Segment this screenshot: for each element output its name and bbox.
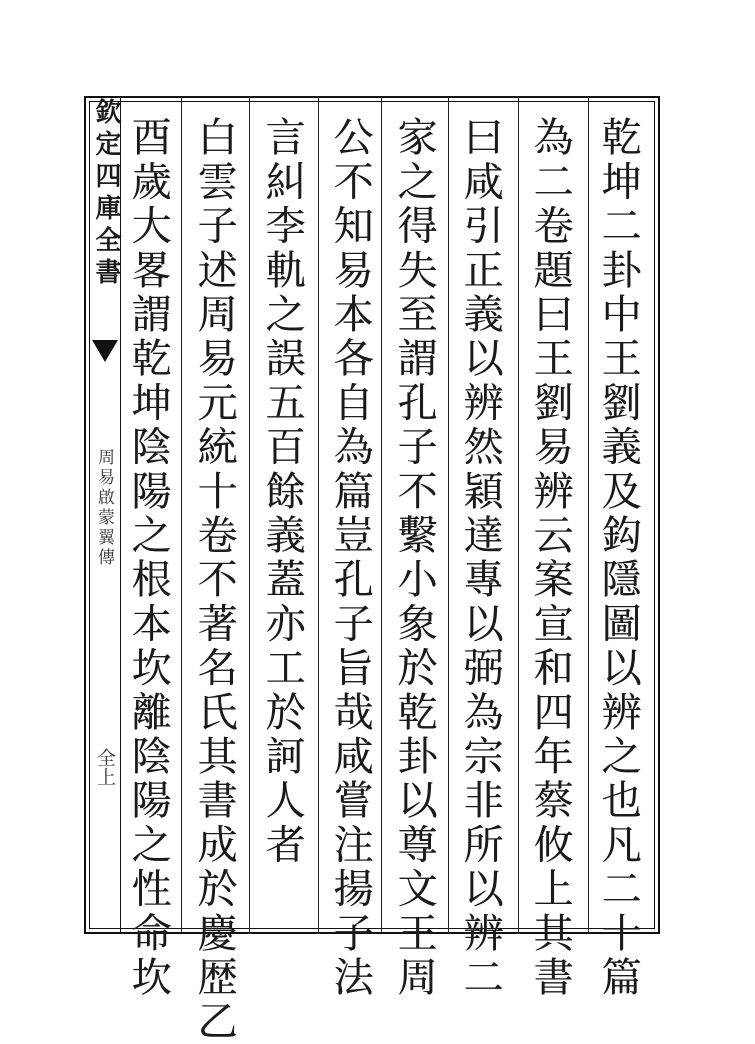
column-rule (518, 98, 519, 932)
column-rule (249, 98, 250, 932)
page-number: 全上 (94, 748, 116, 786)
collection-title: 欽定四庫全書 (91, 98, 121, 290)
column-rule (448, 98, 449, 932)
text-column-6: 言糾李軌之誤五百餘義蓋亦工於訶人者 (259, 116, 305, 868)
text-column-8: 酉歲大畧謂乾坤陰陽之根本坎離陰陽之性命坎 (125, 116, 171, 1000)
column-rule (588, 98, 589, 932)
column-rule (181, 98, 182, 932)
text-column-3: 曰咸引正義以辨然穎達專以弼為宗非所以辨二 (457, 116, 503, 1000)
text-column-4: 家之得失至謂孔子不繫小象於乾卦以尊文王周 (391, 116, 437, 1000)
text-column-7: 白雲子述周易元統十卷不著名氏其書成於慶歴乙 (191, 116, 237, 1044)
fish-tail-mark-icon (92, 340, 118, 362)
text-column-5: 公不知易本各自為篇豈孔子旨哉咸嘗注揚子法 (327, 116, 373, 1000)
column-rule (318, 98, 319, 932)
book-title: 周易啟蒙翼傳 (94, 448, 114, 568)
text-column-1: 乾坤二卦中王劉義及鈎隱圖以辨之也凡二十篇 (595, 116, 641, 1000)
column-rule (381, 98, 382, 932)
text-column-2: 為二卷題曰王劉易辨云案宣和四年蔡攸上其書 (527, 116, 573, 1000)
